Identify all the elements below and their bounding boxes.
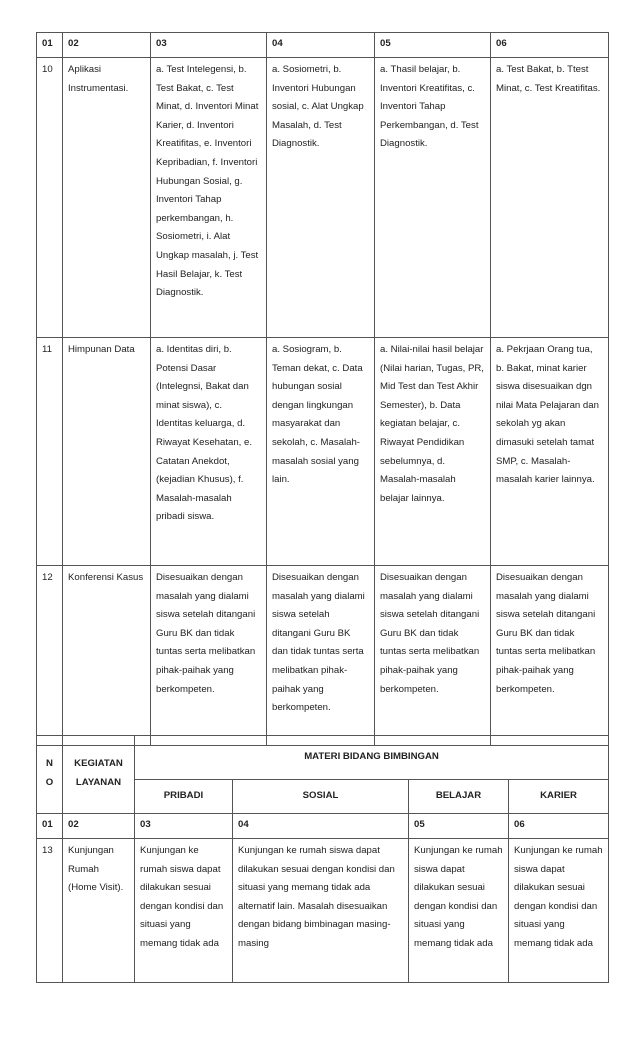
col-number: 04 <box>267 33 375 58</box>
kegiatan-cell: Kunjungan Rumah (Home Visit). <box>63 839 135 983</box>
col-number: 05 <box>409 814 509 839</box>
karier-cell: Kunjungan ke rumah siswa dapat dilakukan sesuai dengan kondisi dan situasi yang memang tidak ada <box>509 839 609 983</box>
sosial-cell: Disesuaikan dengan masalah yang dialami siswa setelah ditangani Guru BK dan tidak tuntas serta melibatkan pihak-paihak yang berkompeten. <box>267 566 375 746</box>
col-number: 06 <box>509 814 609 839</box>
belajar-cell: a. Thasil belajar, b. Inventori Kreatifitas, c. Inventori Tahap Perkembangan, d. Test Diagnostik. <box>375 58 491 338</box>
table-row <box>37 338 609 566</box>
kegiatan-layanan-header: KEGIATAN LAYANAN <box>63 736 135 814</box>
kegiatan-cell: Konferensi Kasus <box>63 566 151 746</box>
row-number: 11 <box>37 338 63 566</box>
materi-bidang-table <box>36 735 609 983</box>
col-number: 01 <box>37 814 63 839</box>
column-number-row <box>37 814 609 839</box>
col-number: 03 <box>135 814 233 839</box>
pribadi-cell: Kunjungan ke rumah siswa dapat dilakukan sesuai dengan kondisi dan situasi yang memang tidak ada <box>135 839 233 983</box>
table-row <box>37 839 609 983</box>
belajar-cell: Kunjungan ke rumah siswa dapat dilakukan sesuai dengan kondisi dan situasi yang memang tidak ada <box>409 839 509 983</box>
karier-cell: Disesuaikan dengan masalah yang dialami siswa setelah ditangani Guru BK dan tidak tuntas serta melibatkan pihak-paihak yang berkompeten. <box>491 566 609 746</box>
col-number: 04 <box>233 814 409 839</box>
karier-header: KARIER <box>509 780 609 814</box>
sosial-cell: a. Sosiogram, b. Teman dekat, c. Data hubungan sosial dengan lingkungan masyarakat dan sekolah, c. Masalah-masalah sosial yang lain. <box>267 338 375 566</box>
materi-bidang-header: MATERI BIDANG BIMBINGAN <box>135 736 609 780</box>
col-number: 02 <box>63 33 151 58</box>
column-number-row <box>37 33 609 58</box>
sosial-cell: Kunjungan ke rumah siswa dapat dilakukan sesuai dengan kondisi dan situasi yang memang tidak ada alternatif lain. Masalah disesuaikan dengan bidang bimbinagan masing-masing <box>233 839 409 983</box>
table-row <box>37 58 609 338</box>
pribadi-header: PRIBADI <box>135 780 233 814</box>
pribadi-cell: a. Identitas diri, b. Potensi Dasar (Intelegnsi, Bakat dan minat siswa), c. Identitas keluarga, d. Riwayat Kesehatan, e. Catatan Anekdot, (kejadian Khusus), f. Masalah-masalah pribadi siswa. <box>151 338 267 566</box>
kegiatan-cell: Aplikasi Instrumentasi. <box>63 58 151 338</box>
col-number: 01 <box>37 33 63 58</box>
header-row <box>37 736 609 780</box>
belajar-header: BELAJAR <box>409 780 509 814</box>
no-header: N O <box>37 736 63 814</box>
col-number: 02 <box>63 814 135 839</box>
row-number: 12 <box>37 566 63 746</box>
row-number: 10 <box>37 58 63 338</box>
kegiatan-cell: Himpunan Data <box>63 338 151 566</box>
karier-cell: a. Pekrjaan Orang tua, b. Bakat, minat karier siswa disesuaikan dgn nilai Mata Pelajaran dan sekolah yg akan dimasuki setelah tamat SMP, c. Masalah-masalah karier lainnya. <box>491 338 609 566</box>
pribadi-cell: Disesuaikan dengan masalah yang dialami siswa setelah ditangani Guru BK dan tidak tuntas serta melibatkan pihak-paihak yang berkompeten. <box>151 566 267 746</box>
pribadi-cell: a. Test Intelegensi, b. Test Bakat, c. Test Minat, d. Inventori Minat Karier, d. Inventori Kreatifitas, e. Inventori Kepribadian, f. Inventori Hubungan Sosial, g. Inventori Tahap perkembangan, h. Sosiometri, i. Alat Ungkap masalah, j. Test Hasil Belajar, k. Test Diagnostik. <box>151 58 267 338</box>
belajar-cell: Disesuaikan dengan masalah yang dialami siswa setelah ditangani Guru BK dan tidak tuntas serta melibatkan pihak-paihak yang berkompeten. <box>375 566 491 746</box>
layanan-table-continued <box>36 32 609 746</box>
karier-cell: a. Test Bakat, b. Ttest Minat, c. Test Kreatifitas. <box>491 58 609 338</box>
col-number: 05 <box>375 33 491 58</box>
sosial-cell: a. Sosiometri, b. Inventori Hubungan sosial, c. Alat Ungkap Masalah, d. Test Diagnostik. <box>267 58 375 338</box>
row-number: 13 <box>37 839 63 983</box>
col-number: 03 <box>151 33 267 58</box>
belajar-cell: a. Nilai-nilai hasil belajar (Nilai harian, Tugas, PR, Mid Test dan Test Akhir Semester), b. Data kegiatan belajar, c. Riwayat Pendidikan sebelumnya, d. Masalah-masalah belajar lainnya. <box>375 338 491 566</box>
col-number: 06 <box>491 33 609 58</box>
table-row <box>37 566 609 746</box>
sosial-header: SOSIAL <box>233 780 409 814</box>
